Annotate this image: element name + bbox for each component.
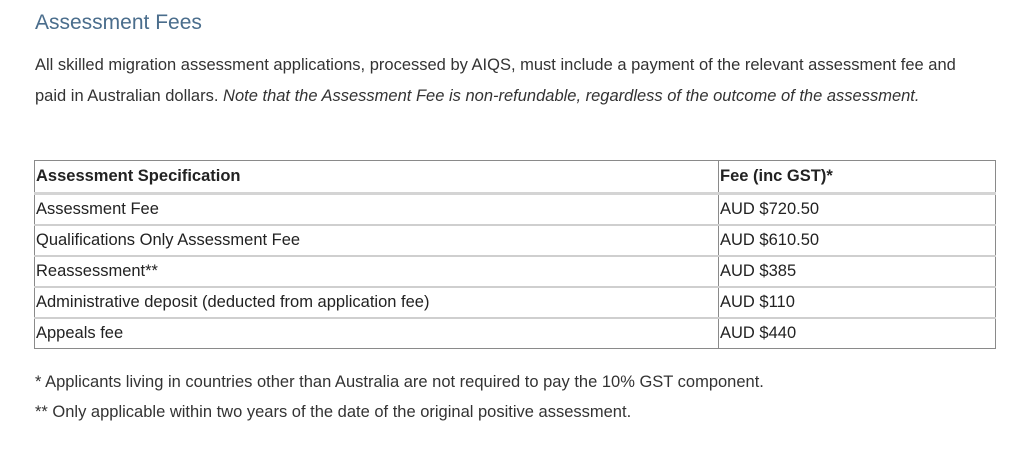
page-title: Assessment Fees <box>35 11 202 34</box>
intro-text: All skilled migration assessment applications, processed by AIQS, must include a payment of the relevant assessment fee and paid in Australian dollars. <box>35 56 956 105</box>
table-header-row <box>35 161 996 194</box>
footnotes <box>35 368 764 427</box>
table-row <box>35 194 996 226</box>
header-specification: Assessment Specification <box>35 161 719 194</box>
cell-specification: Appeals fee <box>35 318 719 349</box>
cell-fee: AUD $610.50 <box>719 225 996 256</box>
cell-specification: Reassessment** <box>35 256 719 287</box>
footnote-reassessment: ** Only applicable within two years of the date of the original positive assessment. <box>35 402 632 421</box>
fees-table <box>34 160 996 349</box>
table-row <box>35 318 996 349</box>
cell-fee: AUD $385 <box>719 256 996 287</box>
cell-specification: Qualifications Only Assessment Fee <box>35 225 719 256</box>
cell-fee: AUD $110 <box>719 287 996 318</box>
header-fee: Fee (inc GST)* <box>719 161 996 194</box>
table-row <box>35 225 996 256</box>
cell-specification: Administrative deposit (deducted from application fee) <box>35 287 719 318</box>
footnote-gst: * Applicants living in countries other than Australia are not required to pay the 10% GST component. <box>35 373 764 391</box>
cell-fee: AUD $720.50 <box>719 194 996 226</box>
intro-note: Note that the Assessment Fee is non-refundable, regardless of the outcome of the assessment. <box>223 86 920 105</box>
table-row <box>35 256 996 287</box>
intro-paragraph <box>35 50 985 111</box>
cell-specification: Assessment Fee <box>36 200 159 218</box>
table-row <box>35 287 996 318</box>
cell-fee: AUD $440 <box>719 318 996 349</box>
